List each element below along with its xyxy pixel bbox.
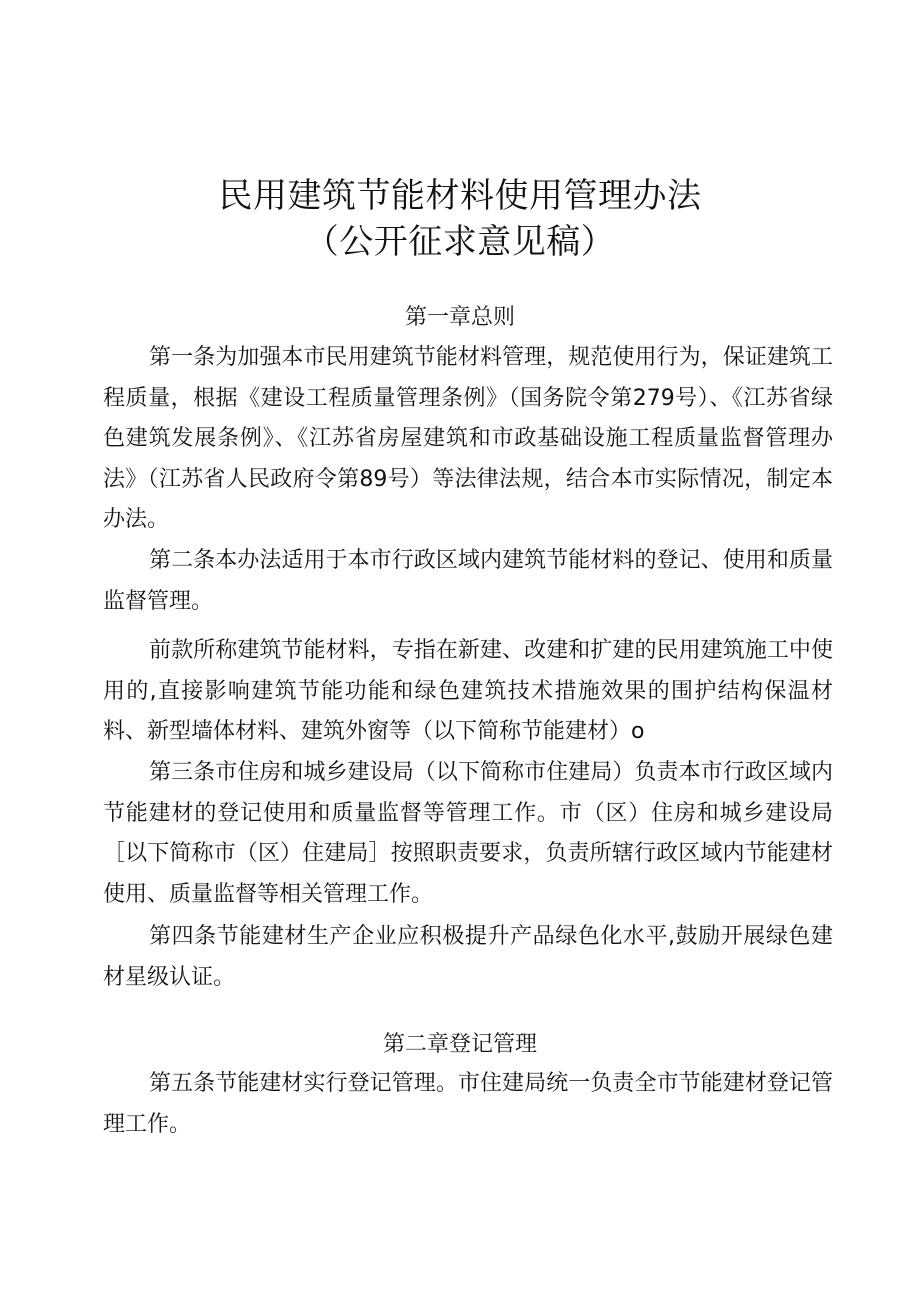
article-3-paragraph: 第三条市住房和城乡建设局（以下简称市住建局）负责本市行政区域内节能建材的登记使用和质量监督等管理工作。市（区）住房和城乡建设局［以下简称市（区）住建局］按照职责要求，负责所辖行政区域内节能建材使用、质量监督等相关管理工作。 <box>103 760 833 907</box>
article-2-paragraph: 第二条本办法适用于本市行政区域内建筑节能材料的登记、使用和质量监督管理。 <box>103 548 833 614</box>
article-4-paragraph: 第四条节能建材生产企业应积极提升产品绿色化水平,鼓励开展绿色建材星级认证。 <box>103 924 833 990</box>
chapter-heading-2: 第二章登记管理 <box>382 1032 537 1057</box>
article-5-paragraph: 第五条节能建材实行登记管理。市住建局统一负责全市节能建材登记管理工作。 <box>103 1071 833 1137</box>
chapter-heading-1: 第一章总则 <box>404 305 515 330</box>
article-2-definition-paragraph: 前款所称建筑节能材料，专指在新建、改建和扩建的民用建筑施工中使用的,直接影响建筑节能功能和绿色建筑技术措施效果的围护结构保温材料、新型墙体材料、建筑外窗等（以下简称节能建材）o <box>103 638 833 745</box>
article-1-paragraph: 第一条为加强本市民用建筑节能材料管理，规范使用行为，保证建筑工程质量，根据《建设工程质量管理条例》（国务院令第279号）、《江苏省绿色建筑发展条例》、《江苏省房屋建筑和市政基础设施工程质量监督管理办法》（江苏省人民政府令第89号）等法律法规，结合本市实际情况，制定本办法。 <box>103 345 833 533</box>
document-subtitle: （公开征求意见稿） <box>304 222 616 262</box>
document-title: 民用建筑节能材料使用管理办法 <box>218 176 702 216</box>
